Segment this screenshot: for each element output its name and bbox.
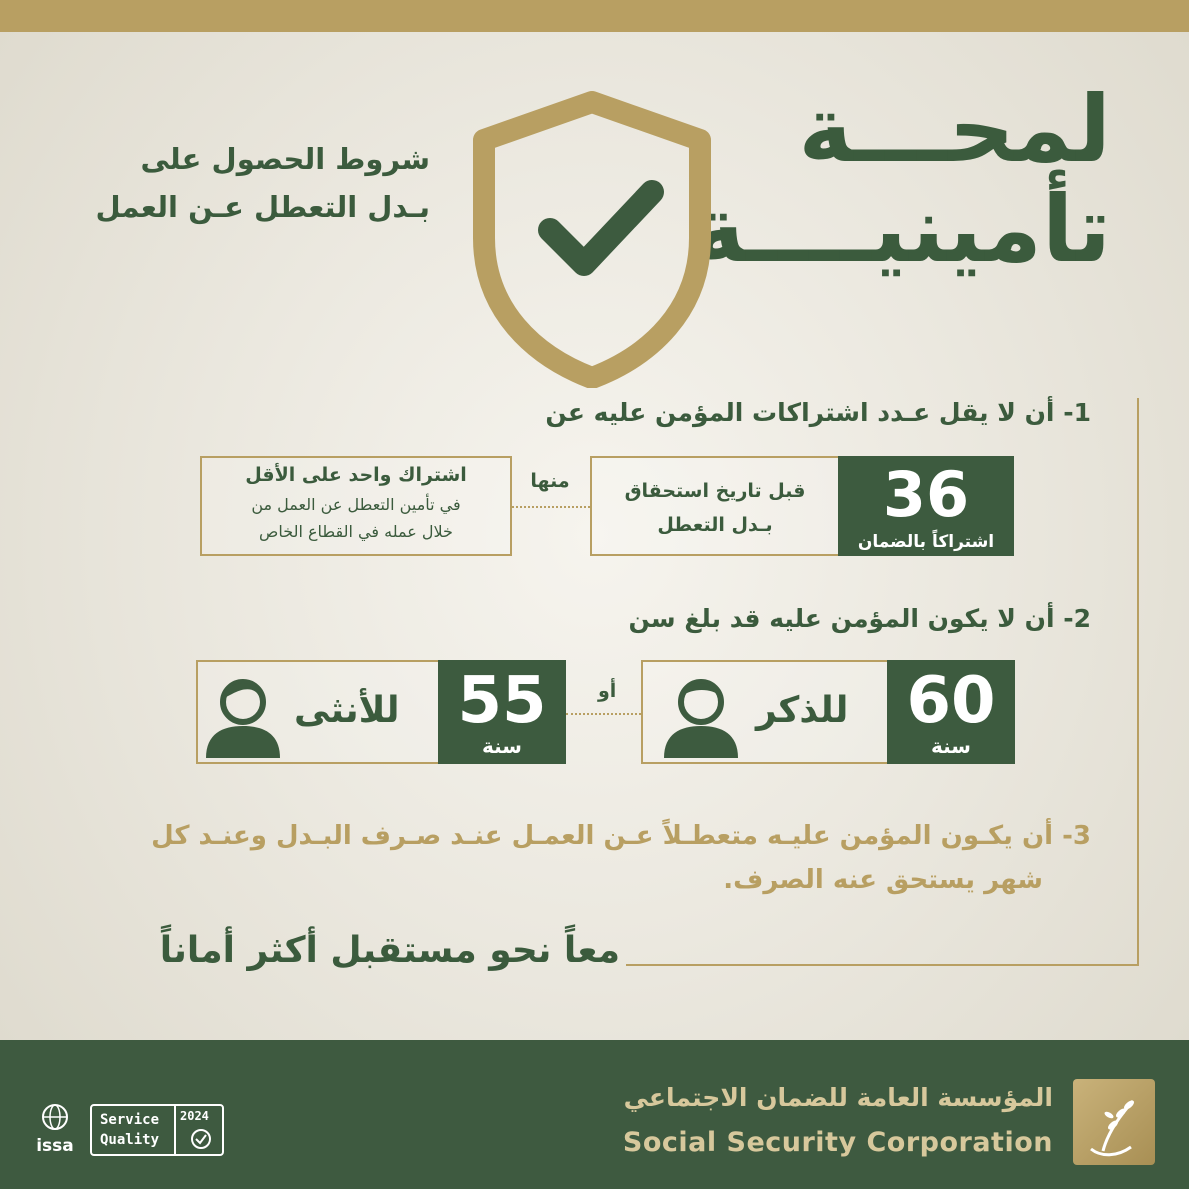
connector-line-2: [566, 713, 641, 715]
subscriptions-count-badge: [838, 456, 1014, 556]
subscriptions-count: 36: [882, 458, 970, 531]
condition-1-text: 1- أن لا يقل عـدد اشتراكات المؤمن عليه عن: [545, 398, 1091, 427]
minimum-subscription-line-1: في تأمين التعطل عن العمل من: [251, 495, 461, 514]
issa-logo: [28, 1102, 82, 1160]
male-age: 60: [906, 664, 996, 738]
male-label: للذكر: [756, 690, 849, 731]
top-gold-bar: [0, 0, 1189, 32]
female-person-icon: [202, 670, 284, 758]
female-label: للأنثى: [294, 690, 400, 731]
subtitle-line-2: بـدل التعطل عـن العمل: [95, 190, 430, 224]
service-quality-text: [100, 1110, 159, 1150]
shield-check-icon: [462, 88, 722, 388]
before-date-line-2: بـدل التعطل: [657, 514, 773, 536]
connector-line-1: [512, 506, 590, 508]
service-quality-year: 2024: [180, 1109, 209, 1123]
checkmark-circle-icon: [190, 1128, 212, 1150]
female-age-badge: [438, 660, 566, 764]
service-quality-line-2: Quality: [100, 1132, 160, 1148]
connector-label: منها: [530, 470, 570, 492]
frame-line-vertical: [1137, 398, 1139, 966]
minimum-subscription-line-2: خلال عمله في القطاع الخاص: [259, 522, 453, 541]
condition-2-text: 2- أن لا يكون المؤمن عليه قد بلغ سن: [628, 604, 1091, 633]
subtitle: [30, 135, 430, 231]
page-title: [690, 76, 1111, 283]
before-date-line-1: قبل تاريخ استحقاق: [624, 480, 806, 502]
olive-branch-icon: [1073, 1079, 1155, 1165]
subscriptions-count-label: اشتراكاً بالضمان: [857, 532, 995, 552]
condition-3-line-2: شهر يستحق عنه الصرف.: [723, 865, 1043, 895]
male-age-badge: [887, 660, 1015, 764]
globe-icon: [40, 1102, 70, 1132]
org-name-english: Social Security Corporation: [622, 1127, 1053, 1158]
male-person-icon: [660, 670, 742, 758]
male-age-unit: سنة: [931, 734, 971, 758]
minimum-subscription-title: اشتراك واحد على الأقل: [245, 464, 467, 486]
service-quality-divider: [174, 1106, 176, 1154]
service-quality-badge: [90, 1104, 224, 1156]
condition-3-text: [51, 814, 1091, 902]
or-label: أو: [598, 680, 617, 702]
before-date-text: [596, 474, 834, 542]
minimum-subscription-text: [204, 460, 508, 545]
frame-line-horizontal: [626, 964, 1139, 966]
female-age-unit: سنة: [482, 734, 522, 758]
title-line-1: لمحـــة: [798, 76, 1111, 183]
issa-label: issa: [36, 1136, 74, 1156]
female-age: 55: [457, 664, 547, 738]
slogan: معاً نحو مستقبل أكثر أماناً: [159, 930, 620, 971]
org-name-arabic: المؤسسة العامة للضمان الاجتماعي: [623, 1083, 1053, 1112]
service-quality-line-1: Service: [100, 1112, 160, 1128]
olive-branch-logo-icon: [1073, 1079, 1155, 1165]
condition-3-line-1: 3- أن يكـون المؤمن عليـه متعطـلاً عـن العمـل عنـد صـرف البـدل وعنـد كل: [151, 821, 1091, 851]
title-line-2: تأمينيــــة: [690, 176, 1111, 283]
subtitle-line-1: شروط الحصول على: [140, 142, 430, 176]
